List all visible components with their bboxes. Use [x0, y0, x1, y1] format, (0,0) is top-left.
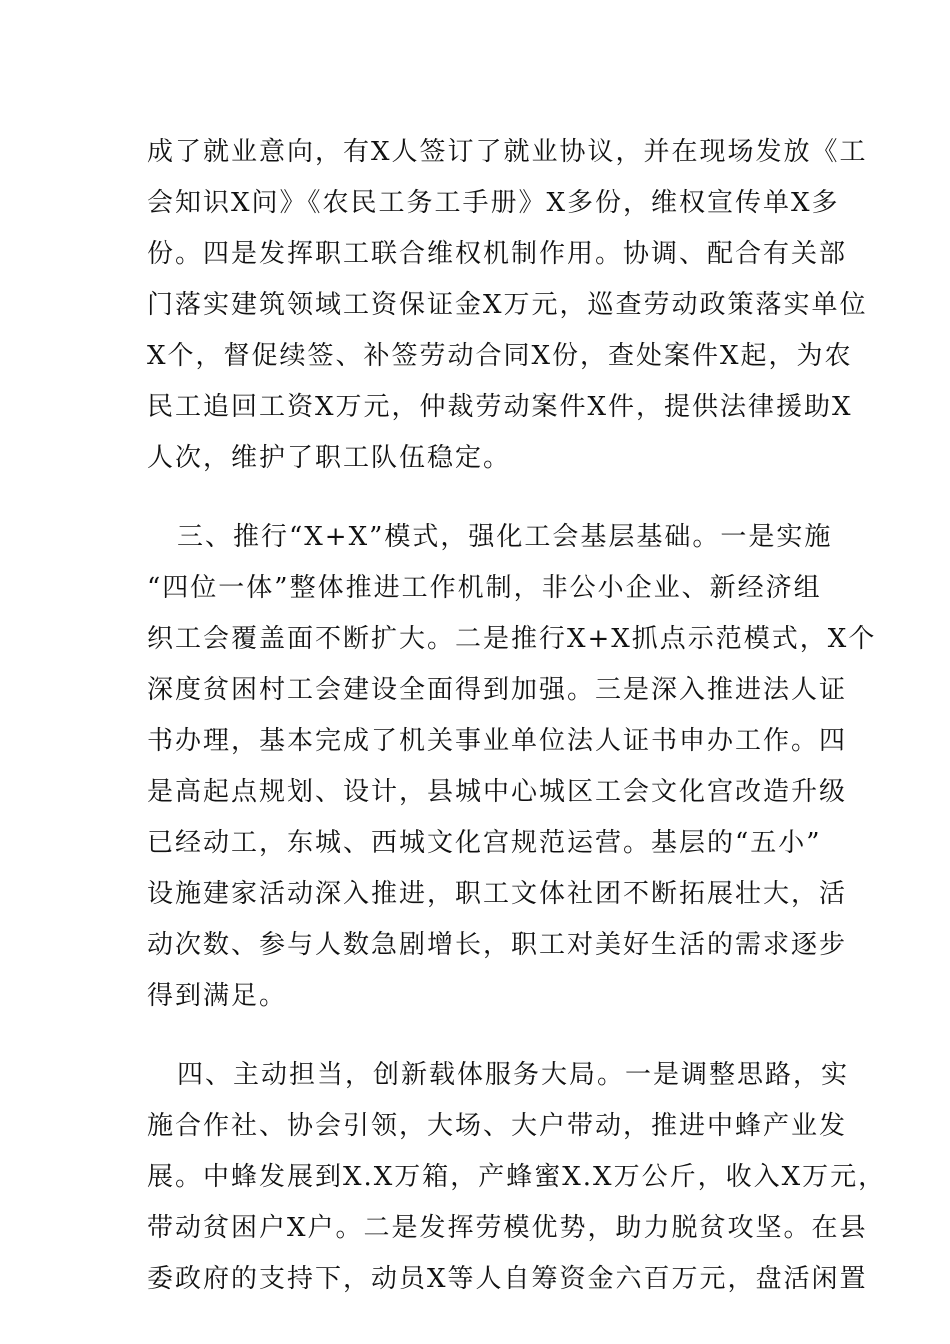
text-line: 人次，维护了职工队伍稳定。	[147, 443, 512, 473]
text-line: 深度贫困村工会建设全面得到加强。三是深入推进法人证	[147, 675, 848, 705]
text-line: 设施建家活动深入推进，职工文体社团不断拓展壮大，活	[147, 879, 848, 909]
paragraph-grassroots-foundation	[147, 512, 877, 1022]
text-line: 施合作社、协会引领，大场、大户带动，推进中蜂产业发	[147, 1111, 848, 1141]
text-line: 会知识X问》《农民工务工手册》X多份，维权宣传单X多	[147, 188, 840, 218]
text-line: 展。中蜂发展到X.X万箱，产蜂蜜X.X万公斤，收入X万元，	[147, 1162, 887, 1192]
text-line: 成了就业意向，有X人签订了就业协议，并在现场发放《工	[147, 137, 868, 167]
paragraph-spacer	[147, 1022, 827, 1050]
text-line: 委政府的支持下，动员X等人自筹资金六百万元，盘活闲置	[147, 1264, 868, 1294]
text-line: 动次数、参与人数急剧增长，职工对美好生活的需求逐步	[147, 930, 848, 960]
text-line: 织工会覆盖面不断扩大。二是推行X+X抓点示范模式，X个	[147, 624, 877, 654]
text-line: X个，督促续签、补签劳动合同X份，查处案件X起，为农	[147, 341, 853, 371]
text-line: “四位一体”整体推进工作机制，非公小企业、新经济组	[147, 573, 822, 603]
text-line: 门落实建筑领域工资保证金X万元，巡查劳动政策落实单位	[147, 290, 868, 320]
text-line: 三、推行“X+X”模式，强化工会基层基础。一是实施	[177, 522, 833, 552]
paragraph-employment-rights	[147, 127, 868, 484]
paragraph-service-overall	[147, 1050, 887, 1305]
text-line: 份。四是发挥职工联合维权机制作用。协调、配合有关部	[147, 239, 848, 269]
text-line: 是高起点规划、设计，县城中心城区工会文化宫改造升级	[147, 777, 848, 807]
text-line: 民工追回工资X万元，仲裁劳动案件X件，提供法律援助X	[147, 392, 853, 422]
paragraph-spacer	[147, 484, 827, 512]
text-line: 四、主动担当，创新载体服务大局。一是调整思路，实	[177, 1060, 850, 1090]
document-body	[147, 127, 887, 1305]
text-line: 得到满足。	[147, 981, 288, 1011]
text-line: 带动贫困户X户。二是发挥劳模优势，助力脱贫攻坚。在县	[147, 1213, 868, 1243]
text-line: 书办理，基本完成了机关事业单位法人证书申办工作。四	[147, 726, 848, 756]
text-line: 已经动工，东城、西城文化宫规范运营。基层的“五小”	[147, 828, 822, 858]
